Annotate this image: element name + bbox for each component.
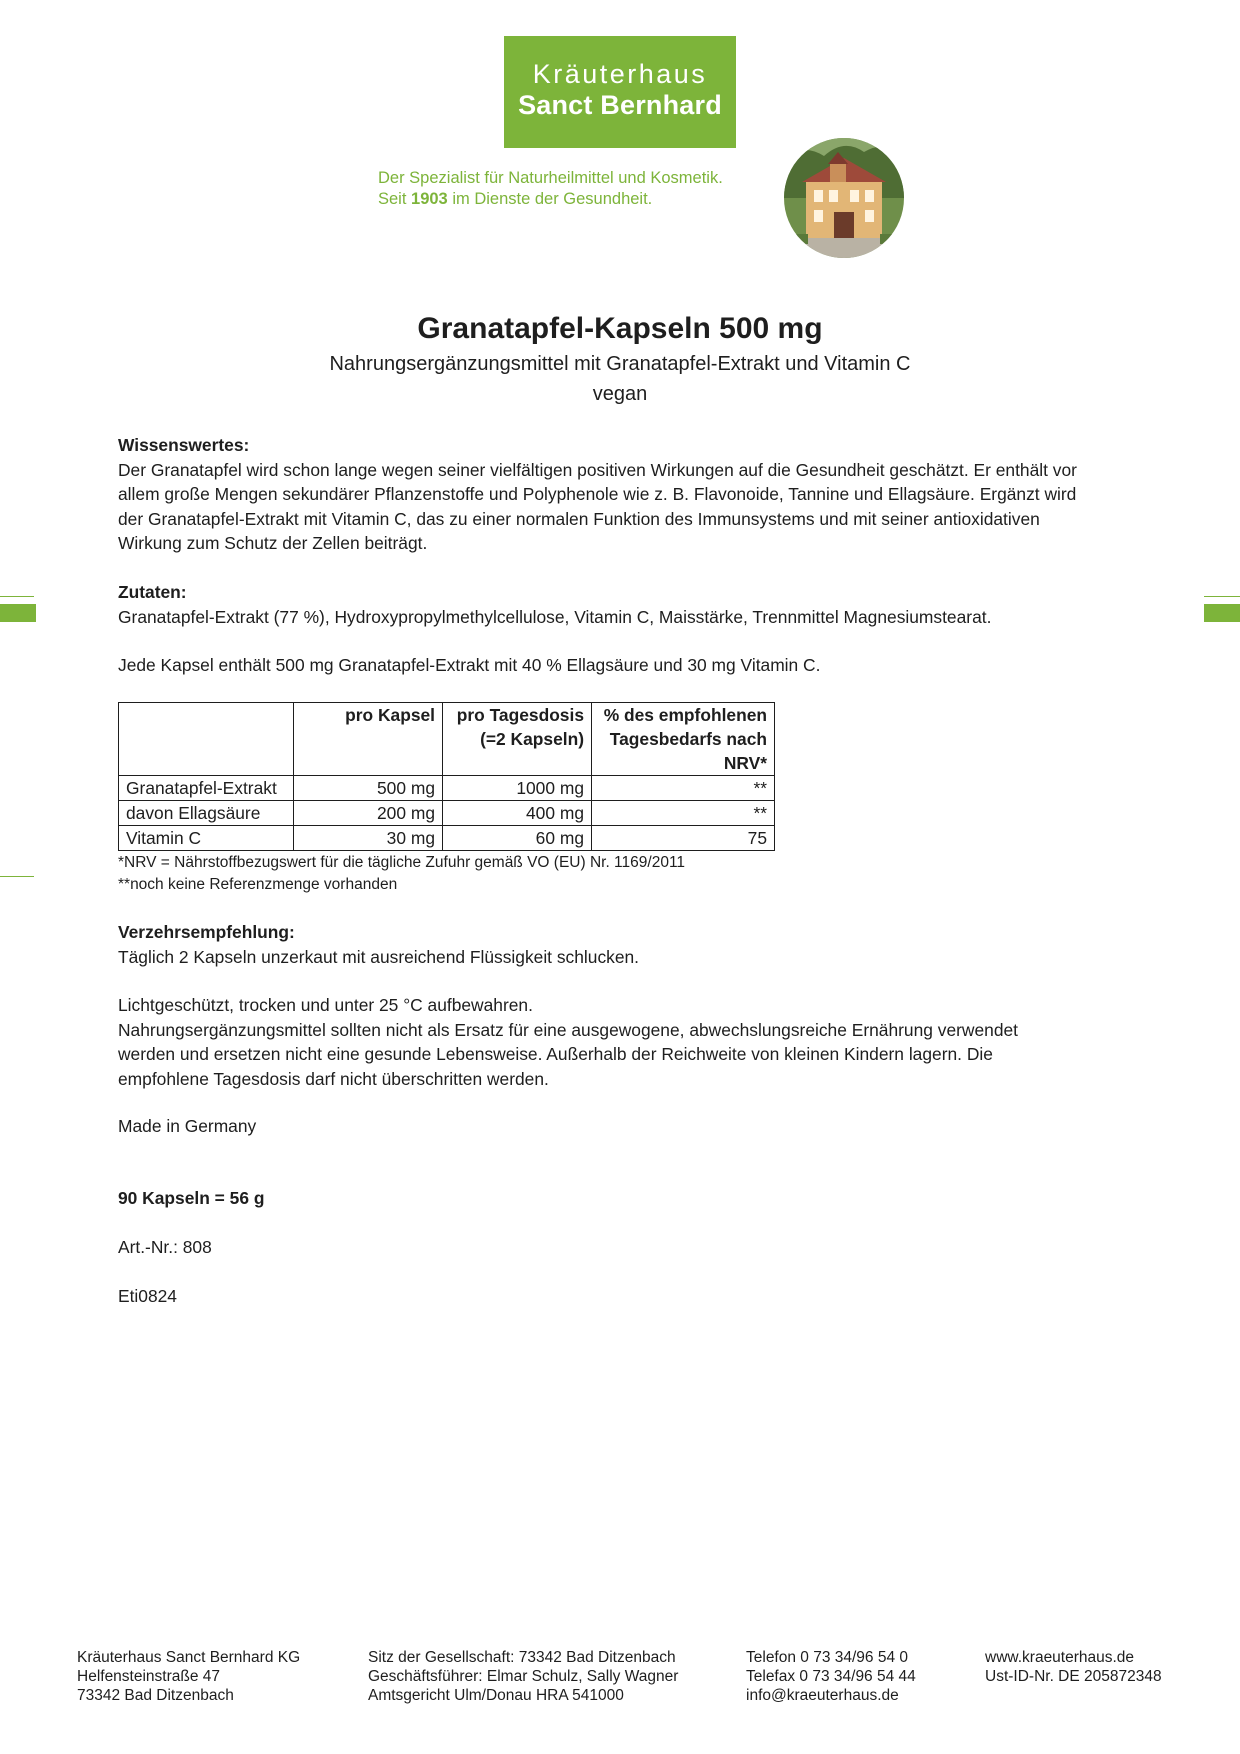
table-header-per-day — [443, 703, 592, 776]
fold-mark-left — [0, 604, 36, 622]
footer-company-name: Kräuterhaus Sanct Bernhard KG — [77, 1649, 301, 1666]
wissenswertes-line-1: Der Granatapfel wird schon lange wegen seiner vielfältigen positiven Wirkungen auf die Gesundheit geschätzt. Er enthält vor — [118, 459, 1077, 480]
footer-vat-id: Ust-ID-Nr. DE 205872348 — [985, 1668, 1162, 1685]
nutrition-table — [118, 702, 775, 851]
tagline-line-2 — [378, 189, 723, 210]
header-per-capsule-label: pro Kapsel — [345, 705, 435, 725]
table-header-row — [119, 703, 775, 776]
zutaten-text: Granatapfel-Extrakt (77 %), Hydroxypropylmethylcellulose, Vitamin C, Maisstärke, Trennmittel Magnesiumstearat. — [118, 606, 992, 627]
table-row — [119, 826, 775, 851]
hole-mark-left — [0, 876, 34, 877]
section-hinweise — [118, 993, 1128, 1091]
nrv-footnote: *NRV = Nährstoffbezugswert für die tägliche Zufuhr gemäß VO (EU) Nr. 1169/2011 — [118, 854, 686, 871]
footer-web — [985, 1648, 1162, 1686]
footer-street: Helfensteinstraße 47 — [77, 1668, 221, 1685]
row-name: Granatapfel-Extrakt — [119, 776, 294, 801]
table-row — [119, 801, 775, 826]
row-per-day: 1000 mg — [443, 776, 592, 801]
footer-phone: Telefon 0 73 34/96 54 0 — [746, 1649, 909, 1666]
wissenswertes-line-4: Wirkung zum Schutz der Zellen beiträgt. — [118, 533, 428, 553]
product-tag: vegan — [592, 383, 648, 405]
row-per-capsule: 500 mg — [294, 776, 443, 801]
article-number: Art.-Nr.: 808 — [118, 1237, 212, 1257]
row-name: Vitamin C — [119, 826, 294, 851]
verzehr-heading: Verzehrsempfehlung: — [118, 922, 295, 942]
footer-legal — [368, 1648, 678, 1705]
tagline-suffix: im Dienste der Gesundheit. — [447, 190, 653, 208]
header-per-day-line-2: (=2 Kapseln) — [480, 729, 584, 749]
hinweis-line-3: empfohlene Tagesdosis darf nicht überschritten werden. — [118, 1068, 549, 1089]
header-nrv-line-1: % des empfohlenen — [603, 705, 767, 725]
tagline — [378, 168, 723, 210]
section-zutaten — [118, 580, 1128, 629]
footer-email: info@kraeuterhaus.de — [746, 1687, 899, 1704]
table-header-per-capsule — [294, 703, 443, 776]
reference-footnote: **noch keine Referenzmenge vorhanden — [118, 876, 398, 893]
logo-line-1: Kräuterhaus — [532, 59, 708, 89]
row-per-capsule: 30 mg — [294, 826, 443, 851]
storage-text: Lichtgeschützt, trocken und unter 25 °C aufbewahren. — [118, 995, 533, 1015]
section-wissenswertes — [118, 433, 1128, 556]
product-title: Granatapfel-Kapseln 500 mg — [417, 312, 823, 345]
row-nrv: ** — [592, 801, 775, 826]
verzehr-text: Täglich 2 Kapseln unzerkaut mit ausreichend Flüssigkeit schlucken. — [118, 946, 640, 967]
wissenswertes-heading: Wissenswertes: — [118, 435, 250, 455]
section-verzehr — [118, 920, 1128, 969]
logo-line-2: Sanct Bernhard — [518, 90, 722, 120]
header-per-day-line-1: pro Tagesdosis — [456, 705, 584, 725]
tagline-prefix: Seit — [378, 190, 412, 208]
table-header-empty — [119, 703, 294, 776]
header-nrv-line-2: Tagesbedarfs nach — [609, 729, 767, 749]
fold-mark-right — [1204, 604, 1240, 622]
row-nrv: 75 — [592, 826, 775, 851]
footer-city: 73342 Bad Ditzenbach — [77, 1687, 234, 1704]
footer-website: www.kraeuterhaus.de — [985, 1649, 1135, 1666]
tagline-year: 1903 — [411, 190, 448, 208]
wissenswertes-line-2: allem große Mengen sekundärer Pflanzenstoffe und Polyphenole wie z. B. Flavonoide, Tannine und Ellagsäure. Ergänzt wird — [118, 484, 1077, 504]
brand-logo — [504, 36, 736, 148]
footer-register: Amtsgericht Ulm/Donau HRA 541000 — [368, 1687, 624, 1704]
footer-company — [77, 1648, 300, 1705]
wissenswertes-line-3: der Granatapfel-Extrakt mit Vitamin C, das zu einer normalen Funktion des Immunsystems und mit seiner antioxidativen — [118, 508, 1040, 529]
row-per-day: 60 mg — [443, 826, 592, 851]
row-nrv: ** — [592, 776, 775, 801]
table-header-nrv — [592, 703, 775, 776]
house-photo — [784, 138, 904, 258]
fold-mark-right-line — [1204, 596, 1240, 597]
row-per-capsule: 200 mg — [294, 801, 443, 826]
label-code: Eti0824 — [118, 1286, 177, 1306]
header-nrv-line-3: NRV* — [723, 753, 767, 773]
footer-fax: Telefax 0 73 34/96 54 44 — [746, 1668, 916, 1685]
row-per-day: 400 mg — [443, 801, 592, 826]
row-name: davon Ellagsäure — [119, 801, 294, 826]
hinweis-line-2: werden und ersetzen nicht eine gesunde Lebensweise. Außerhalb der Reichweite von kleinen Kindern lagern. Die — [118, 1044, 993, 1064]
footer-managers: Geschäftsführer: Elmar Schulz, Sally Wagner — [368, 1668, 679, 1685]
capsule-content-text: Jede Kapsel enthält 500 mg Granatapfel-Extrakt mit 40 % Ellagsäure und 30 mg Vitamin C. — [118, 655, 821, 675]
content-amount: 90 Kapseln = 56 g — [118, 1188, 265, 1208]
table-row — [119, 776, 775, 801]
made-in: Made in Germany — [118, 1116, 257, 1136]
footer-seat: Sitz der Gesellschaft: 73342 Bad Ditzenbach — [368, 1649, 676, 1666]
footer-contact — [746, 1648, 916, 1705]
fold-mark-left-line — [0, 596, 34, 597]
zutaten-heading: Zutaten: — [118, 582, 187, 602]
house-illustration — [784, 138, 904, 258]
tagline-line-1: Der Spezialist für Naturheilmittel und Kosmetik. — [378, 169, 723, 187]
product-subtitle: Nahrungsergänzungsmittel mit Granatapfel-Extrakt und Vitamin C — [329, 353, 911, 375]
hinweis-line-1: Nahrungsergänzungsmittel sollten nicht als Ersatz für eine ausgewogene, abwechslungsreiche Ernährung verwendet — [118, 1019, 1019, 1040]
